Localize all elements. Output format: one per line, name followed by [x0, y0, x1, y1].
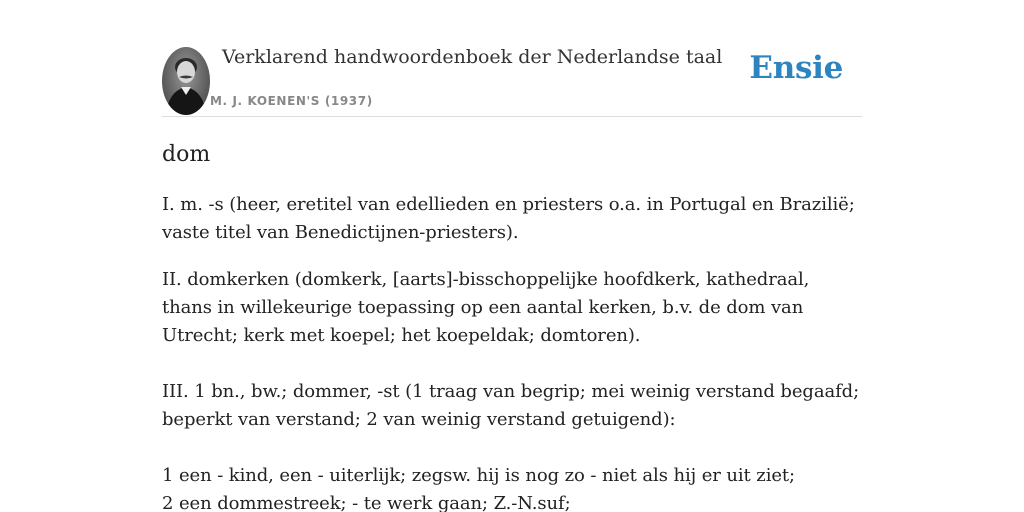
examples-block	[162, 462, 862, 512]
definition-1: I. m. -s (heer, eretitel van edellieden en priesters o.a. in Portugal en Brazilië; vaste titel van Benedictijnen-priesters).	[162, 194, 855, 243]
dictionary-entry	[162, 138, 862, 512]
book-subtitle: M. J. KOENEN'S (1937)	[210, 94, 373, 108]
ensie-logo-link[interactable]: Ensie	[749, 50, 843, 86]
example-line: 1 een - kind, een - uiterlijk; zegsw. hij is nog zo - niet als hij er uit ziet;	[162, 465, 795, 486]
entry-headword: dom	[162, 142, 211, 167]
definition-2: II. domkerken (domkerk, [aarts]-bisschoppelijke hoofdkerk, kathedraal, thans in willekeurige toepassing op een aantal kerken, b.v. de dom van Utrecht; kerk met koepel; het koepeldak; domtoren).	[162, 269, 810, 346]
definition-3: III. 1 bn., bw.; dommer, -st (1 traag van begrip; mei weinig verstand begaafd; beperkt van verstand; 2 van weinig verstand getuigend):	[162, 381, 860, 430]
author-portrait	[162, 47, 210, 115]
example-line: 2 een dommestreek; - te werk gaan; Z.-N.suf;	[162, 493, 571, 512]
site-header	[162, 0, 862, 117]
book-title: Verklarend handwoordenboek der Nederlandse taal	[222, 46, 723, 68]
